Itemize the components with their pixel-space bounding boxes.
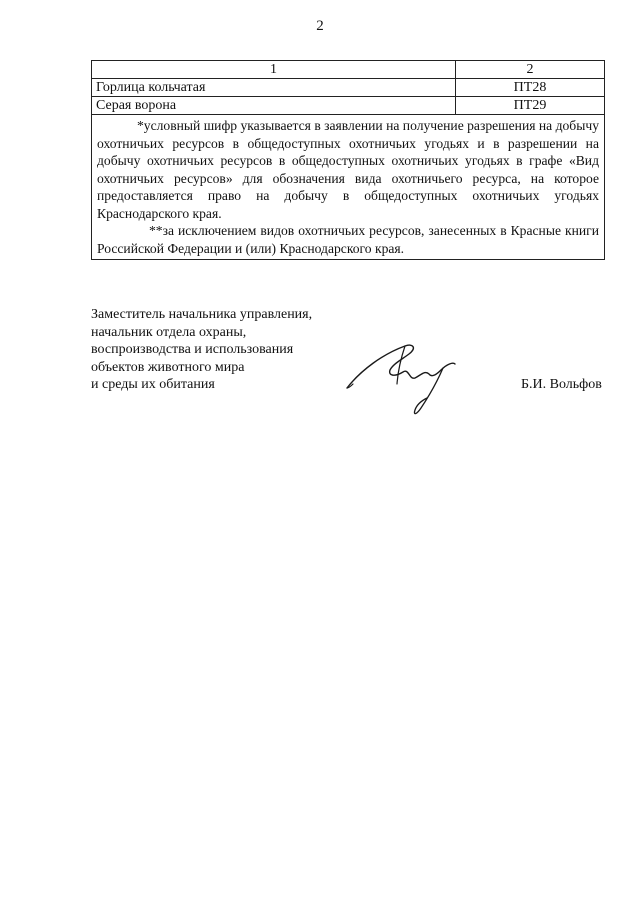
footnote-code-usage: *условный шифр указывается в заявлении на получение разрешения на добычу охотничьих ресурсов в общедоступных охотничьих угодьях и в разрешении на добычу охотничьих ресурсов в общедоступных охотничьих угодьях в графе «Вид охотничьих ресурсов» для обозначения вида охотничьего ресурса, на которое предоставляется право на добычу в общедоступных охотничьих угодьях Краснодарского края. <box>97 118 599 221</box>
page-number: 2 <box>316 18 324 34</box>
column-header-2: 2 <box>456 61 605 79</box>
table-notes-row <box>92 115 605 260</box>
column-header-1: 1 <box>92 61 456 79</box>
table-notes-cell <box>92 115 605 260</box>
table-row <box>92 79 605 97</box>
species-code-table <box>91 60 605 260</box>
species-name-cell: Горлица кольчатая <box>92 79 456 97</box>
species-code-cell: ПТ29 <box>456 97 605 115</box>
position-line: начальник отдела охраны, <box>91 324 247 340</box>
position-line: объектов животного мира <box>91 359 245 375</box>
table-header-row <box>92 61 605 79</box>
signature-stroke <box>347 345 455 388</box>
signer-name: Б.И. Вольфов <box>521 377 602 392</box>
position-line: Заместитель начальника управления, <box>91 307 313 322</box>
signer-position <box>91 306 351 394</box>
species-code-cell: ПТ28 <box>456 79 605 97</box>
signature-stroke <box>397 346 405 384</box>
position-line: и среды их обитания <box>91 377 215 392</box>
position-line: воспроизводства и использования <box>91 342 294 357</box>
table-row <box>92 97 605 115</box>
handwritten-signature <box>343 340 478 420</box>
footnote-exclusion: **за исключением видов охотничьих ресурсов, занесенных в Красные книги Российской Федерации и (или) Краснодарского края. <box>97 223 599 256</box>
signature-stroke <box>414 368 443 414</box>
species-name-cell: Серая ворона <box>92 97 456 115</box>
